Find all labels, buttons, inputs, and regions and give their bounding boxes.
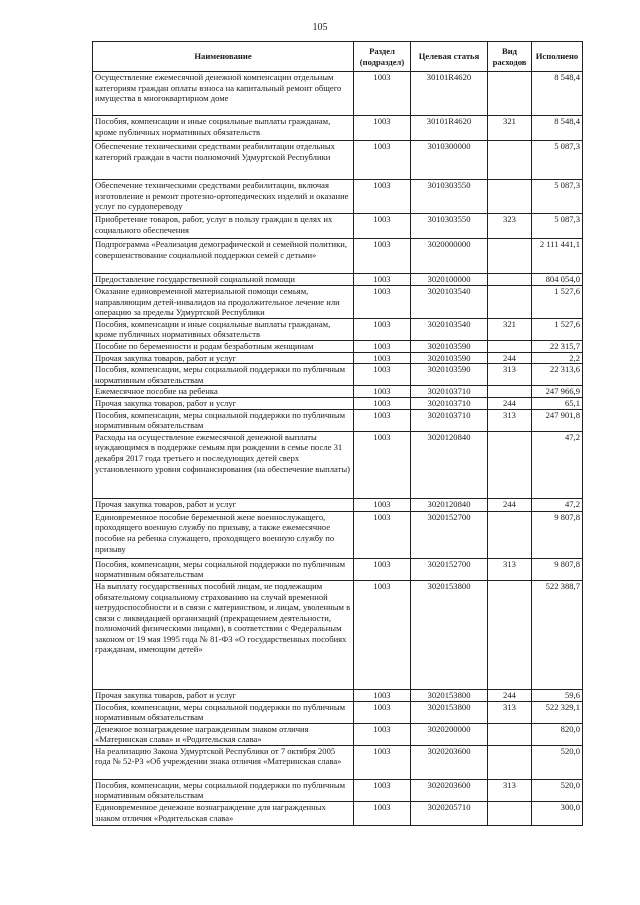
row-expense-type [488,274,532,286]
row-article: 3020203600 [411,745,488,779]
row-name: Пособия, компенсации, меры социальной поддержки по публичным нормативным обязательствам [93,409,354,431]
row-article: 3020103710 [411,409,488,431]
table-row [93,802,583,826]
row-expense-type: 244 [488,498,532,511]
row-amount: 2,2 [532,352,583,364]
row-section: 1003 [354,498,411,511]
row-expense-type [488,431,532,498]
row-expense-type [488,580,532,689]
row-amount: 8 548,4 [532,116,583,141]
table-row [93,318,583,340]
row-article: 3020152700 [411,558,488,580]
row-amount: 520,0 [532,745,583,779]
row-section: 1003 [354,779,411,801]
row-name: Оказание единовременной материальной помощи семьям, направляющим детей-инвалидов на продолжительное лечение или операцию за пределы Удмуртской Республики [93,286,354,319]
row-name: Подпрограмма «Реализация демографической и семейной политики, совершенствование социальной поддержки семей с детьми» [93,239,354,274]
table-row [93,409,583,431]
row-section: 1003 [354,286,411,319]
row-article: 3020120840 [411,498,488,511]
row-article: 3020153800 [411,580,488,689]
row-name: Пособия, компенсации и иные социальные выплаты гражданам, кроме публичных нормативных обязательств [93,116,354,141]
row-name: Прочая закупка товаров, работ и услуг [93,397,354,409]
table-row [93,386,583,398]
row-amount: 1 527,6 [532,318,583,340]
row-amount: 8 548,4 [532,72,583,116]
row-amount: 247 901,8 [532,409,583,431]
row-section: 1003 [354,116,411,141]
row-article: 3020103540 [411,318,488,340]
row-expense-type [488,239,532,274]
row-expense-type [488,141,532,180]
row-amount: 804 054,0 [532,274,583,286]
table-row [93,745,583,779]
table-row [93,214,583,239]
table-row [93,779,583,801]
row-amount: 5 087,3 [532,214,583,239]
table-row [93,286,583,319]
row-amount: 22 313,6 [532,364,583,386]
row-name: Пособия, компенсации, меры социальной поддержки по публичным нормативным обязательствам [93,701,354,723]
row-expense-type [488,723,532,745]
row-section: 1003 [354,723,411,745]
row-name: Единовременное денежное вознаграждение для награжденных знаком отличия «Родительская слава» [93,802,354,826]
table-row [93,511,583,558]
row-article: 3020103710 [411,397,488,409]
row-name: Пособия, компенсации, меры социальной поддержки по публичным нормативным обязательствам [93,779,354,801]
row-article: 3020200000 [411,723,488,745]
table-row [93,364,583,386]
row-amount: 5 087,3 [532,141,583,180]
row-section: 1003 [354,802,411,826]
row-expense-type [488,386,532,398]
row-section: 1003 [354,431,411,498]
row-name: Пособие по беременности и родам безработным женщинам [93,340,354,352]
row-name: Единовременное пособие беременной жене военнослужащего, проходящего военную службу по призыву, а также ежемесячное пособие на ребенка служащего, проходящего военную службу по призыву [93,511,354,558]
header-executed: Исполнено [532,42,583,72]
row-section: 1003 [354,580,411,689]
row-name: Денежное вознаграждение награжденным знаком отличия «Материнская слава» и «Родительская слава» [93,723,354,745]
row-expense-type [488,340,532,352]
row-article: 3020153800 [411,701,488,723]
row-article: 3020000000 [411,239,488,274]
row-section: 1003 [354,141,411,180]
row-name: Приобретение товаров, работ, услуг в пользу граждан в целях их социального обеспечения [93,214,354,239]
row-expense-type: 313 [488,364,532,386]
row-article: 3010303550 [411,180,488,214]
row-name: Прочая закупка товаров, работ и услуг [93,498,354,511]
row-amount: 65,1 [532,397,583,409]
row-article: 3020100000 [411,274,488,286]
row-expense-type: 313 [488,558,532,580]
table-row [93,431,583,498]
row-name: Прочая закупка товаров, работ и услуг [93,689,354,701]
table-row [93,141,583,180]
row-article: 3020103540 [411,286,488,319]
row-expense-type [488,72,532,116]
row-article: 3020103710 [411,386,488,398]
table-row [93,498,583,511]
row-expense-type [488,511,532,558]
table-header-row [93,42,583,72]
row-article: 3020153800 [411,689,488,701]
row-amount: 522 388,7 [532,580,583,689]
row-section: 1003 [354,352,411,364]
row-section: 1003 [354,386,411,398]
row-article: 3020203600 [411,779,488,801]
row-name: Ежемесячное пособие на ребенка [93,386,354,398]
header-article: Целевая статья [411,42,488,72]
header-section: Раздел (подраздел) [354,42,411,72]
row-name: Пособия, компенсации, меры социальной поддержки по публичным нормативным обязательствам [93,364,354,386]
row-amount: 59,6 [532,689,583,701]
row-article: 3020103590 [411,352,488,364]
row-amount: 22 315,7 [532,340,583,352]
row-expense-type: 244 [488,397,532,409]
row-section: 1003 [354,239,411,274]
row-name: Осуществление ежемесячной денежной компенсации отдельным категориям граждан оплаты взноса на капитальный ремонт общего имущества в многоквартирном доме [93,72,354,116]
row-article: 3010303550 [411,214,488,239]
row-section: 1003 [354,701,411,723]
row-name: На выплату государственных пособий лицам, не подлежащим обязательному социальному страхованию на случай временной нетрудоспособности и в связи с материнством, и лицам, уволенным в связи с ликвидацией организаций (прекращением деятельности, полномочий физическими лицами), в соответствии с Федеральным законом от 19 мая 1995 года № 81-ФЗ «О государственных пособиях гражданам, имеющим детей» [93,580,354,689]
row-expense-type: 321 [488,318,532,340]
row-amount: 2 111 441,1 [532,239,583,274]
row-name: Предоставление государственной социальной помощи [93,274,354,286]
row-expense-type: 321 [488,116,532,141]
row-article: 3020205710 [411,802,488,826]
row-name: Прочая закупка товаров, работ и услуг [93,352,354,364]
row-name: На реализацию Закона Удмуртской Республики от 7 октября 2005 года № 52-РЗ «Об учреждении знака отличия «Материнская слава» [93,745,354,779]
row-article: 3020103590 [411,364,488,386]
row-amount: 1 527,6 [532,286,583,319]
table-row [93,274,583,286]
row-amount: 820,0 [532,723,583,745]
row-amount: 520,0 [532,779,583,801]
row-section: 1003 [354,558,411,580]
row-amount: 9 807,8 [532,511,583,558]
row-section: 1003 [354,689,411,701]
row-section: 1003 [354,214,411,239]
row-amount: 47,2 [532,498,583,511]
row-expense-type: 313 [488,779,532,801]
row-expense-type: 244 [488,352,532,364]
row-amount: 522 329,1 [532,701,583,723]
row-expense-type [488,180,532,214]
row-expense-type [488,745,532,779]
row-expense-type: 313 [488,409,532,431]
row-article: 3020152700 [411,511,488,558]
header-name: Наименование [93,42,354,72]
row-expense-type [488,802,532,826]
row-article: 3010300000 [411,141,488,180]
page-number: 105 [312,22,328,33]
row-expense-type: 244 [488,689,532,701]
table-row [93,397,583,409]
table-row [93,352,583,364]
row-expense-type: 323 [488,214,532,239]
row-section: 1003 [354,274,411,286]
row-amount: 5 087,3 [532,180,583,214]
row-name: Расходы на осуществление ежемесячной денежной выплаты нуждающимся в поддержке семьям при рождении в семье после 31 декабря 2017 года третьего и последующих детей сверх установленного уровня софинансирования (на обеспечение выплаты) [93,431,354,498]
row-section: 1003 [354,340,411,352]
row-section: 1003 [354,745,411,779]
table-row [93,180,583,214]
table-row [93,72,583,116]
row-article: 3020103590 [411,340,488,352]
table-row [93,239,583,274]
table-row [93,580,583,689]
table-row [93,723,583,745]
budget-table [92,41,583,826]
row-name: Обеспечение техническими средствами реабилитации, включая изготовление и ремонт протезно-ортопедических изделий и оказание услуг по сурдопереводу [93,180,354,214]
row-amount: 9 807,8 [532,558,583,580]
row-name: Пособия, компенсации, меры социальной поддержки по публичным нормативным обязательствам [93,558,354,580]
row-section: 1003 [354,364,411,386]
table-row [93,558,583,580]
table-row [93,116,583,141]
row-article: 30101R4620 [411,116,488,141]
row-name: Обеспечение техническими средствами реабилитации отдельных категорий граждан в части полномочий Удмуртской Республики [93,141,354,180]
row-name: Пособия, компенсации и иные социальные выплаты гражданам, кроме публичных нормативных обязательств [93,318,354,340]
row-expense-type: 313 [488,701,532,723]
row-section: 1003 [354,409,411,431]
row-section: 1003 [354,318,411,340]
row-section: 1003 [354,72,411,116]
table-row [93,689,583,701]
row-expense-type [488,286,532,319]
table-body [93,72,583,826]
header-expense-type: Вид расходов [488,42,532,72]
row-section: 1003 [354,397,411,409]
table-row [93,340,583,352]
table-row [93,701,583,723]
row-article: 3020120840 [411,431,488,498]
row-section: 1003 [354,511,411,558]
row-amount: 247 966,9 [532,386,583,398]
row-amount: 300,0 [532,802,583,826]
row-section: 1003 [354,180,411,214]
row-article: 30101R4620 [411,72,488,116]
row-amount: 47,2 [532,431,583,498]
